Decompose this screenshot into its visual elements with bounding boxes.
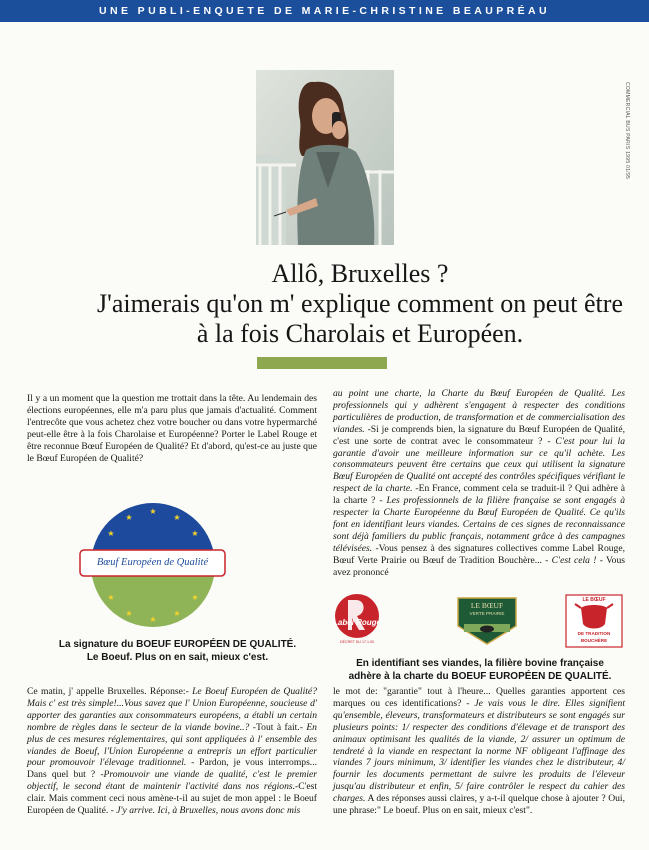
caption-right (330, 657, 630, 683)
colC-f: -Promouvoir une viande de qualité, c'est le premier objectif, le second étant de maintenir l'activité dans nos régions. (27, 769, 317, 793)
colC-h: - J'y arrive. Ici, à Bruxelles, nous avons donc mis (108, 805, 301, 817)
svg-text:★: ★ (173, 609, 181, 618)
colB-a: au point une charte, la Charte du Bœuf Européen de Qualité. Les professionnels qui y adhèrent s'engagent à respecter des conditions particulières de production, de transformation et de commercialisation des viandes. (333, 388, 625, 435)
boeuf-europeen-logo (75, 500, 230, 630)
svg-text:★: ★ (107, 593, 115, 602)
verte-prairie-text-1: LE BŒUF (470, 601, 504, 610)
right-column-upper (333, 388, 625, 579)
colB-d: -En France, comment cela se traduit-il ? Qui adhère à la charte ? (333, 483, 626, 507)
svg-text:★: ★ (191, 593, 199, 602)
colC-c: -Tout à fait. (249, 721, 300, 733)
headline-line-1: Allô, Bruxelles ? (271, 259, 449, 288)
svg-text:★: ★ (191, 529, 199, 538)
label-rouge-decree: DÉCRET DU 17.1.93 (340, 640, 374, 644)
quality-labels (330, 592, 630, 654)
colB-c: - C'est pour lui la garantie d'avoir une meilleure information sur ce qu'il achète. Les consommateurs peuvent être certains que ceux qui utilisent la signature Bœuf Européen de Qualité ont accepté des contrôles spécifiques vérifiant le respect de la charte. (333, 435, 625, 495)
green-divider-bar (257, 357, 387, 369)
caption-right-line-2: adhère à la charte du BOEUF EUROPÉEN DE QUALITÉ. (348, 671, 612, 682)
colD-a: le mot de: "garantie" tout à l'heure... Quelles garanties apportent ces marques ou ces identifications? (333, 686, 625, 709)
colC-d: - En plus de ces mesures réglementaires, qui sont appliquées à l' ensemble des viandes de Boeuf, l'Union Européenne a entrepris un effort particulier pour promouvoir l'élevage traditionnel. (27, 721, 317, 769)
colC-a: Ce matin, j' appelle Bruxelles. Réponse: (27, 686, 186, 697)
colB-g: - C'est cela ! (545, 554, 597, 566)
tradition-text-2: DE TRADITION (577, 631, 611, 636)
svg-text:★: ★ (149, 615, 157, 624)
svg-text:★: ★ (173, 513, 181, 522)
caption-left-line-2: Le Boeuf. Plus on en sait, mieux c'est. (86, 652, 269, 663)
colD-b: - Je vais vous le dire. Elles signifient qu'ensemble, éleveurs, transformateurs et distributeurs se sont engagés sur plusieurs points: 1/ respecter des conditions d'élevage et de transport des animaux optimisant les qualités de la viande, 2/ assurer un optimum de tendreté à la viande en respectant la norme NF obligeant l'affinage des viandes 7 jours minimum, 3/ identifier les viandes chez le distributeur, 4/ fournir les documents permettant de suivre les produits de l'éleveur jusqu'au distributeur et enfin, 5/ faire contrôler le respect du cahier des charges. (333, 697, 625, 805)
headline (97, 259, 623, 349)
logo-text: Bœuf Européen de Qualité (96, 557, 209, 568)
colC-b: - Le Boeuf Européen de Qualité? Mais c' est très simple!...Vous savez que l' Union Européenne, soucieuse d' apporter des garanties aux consommateurs européens, a établi un certain nombre de règles dans le secteur de la viande bovine..? (27, 686, 317, 733)
colC-e: - Pardon, je vous interromps... Dans quel but ? (27, 757, 318, 781)
colB-b: -Si je comprends bien, la signature du Bœuf Européen de Qualité, c'est une sorte de contrat avec le consommateur ? (333, 423, 625, 447)
svg-text:★: ★ (125, 609, 133, 618)
caption-left-line-1: La signature du BOEUF EUROPÉEN DE QUALITÉ. (58, 639, 297, 650)
verte-prairie-logo (456, 596, 518, 646)
colC-g: -C'est clair. Mais comment ceci nous amène-t-il au sujet de mon appel : le Boeuf Européen de Qualité. (27, 781, 317, 817)
colB-f: -Vous pensez à des signatures collectives comme Label Rouge, Bœuf Verte Prairie ou Bœuf de Tradition Bouchère... (333, 542, 625, 566)
svg-text:★: ★ (107, 529, 115, 538)
headline-line-2: J'aimerais qu'on m' explique comment on peut être (97, 289, 623, 318)
colD-c: A des réponses aussi claires, y a-t-il quelque chose à ajouter ? Oui, une phrase:" Le boeuf. Plus on en sait, mieux c'est". (333, 793, 625, 817)
colB-e: - Les professionnels de la filière française se sont engagés à respecter la Charte Européenne du Bœuf Européen de Qualité. Ce qu'ils font en identifiant leurs viandes. Certains de ces signes de reconnaissance sont déjà familiers du public français, notamment grâce à des campagnes télévisées. (333, 495, 626, 554)
header-banner: UNE PUBLI-ENQUETE DE MARIE-CHRISTINE BEAUPRÉAU (0, 0, 649, 22)
svg-text:★: ★ (149, 507, 157, 516)
svg-text:★: ★ (125, 513, 133, 522)
headline-line-3: à la fois Charolais et Européen. (196, 319, 524, 348)
tradition-bouchere-logo (565, 594, 623, 648)
label-rouge-text: Label Rouge (332, 618, 381, 627)
woman-on-phone-photo (256, 70, 394, 245)
verte-prairie-text-2: VERTE PRAIRIE (469, 611, 505, 616)
left-column-lower (27, 686, 317, 817)
tradition-text-3: BOUCHÈRE (580, 638, 608, 643)
intro-paragraph: Il y a un moment que la question me trottait dans la tête. Au lendemain des élections européennes, elle m'a paru plus que jamais d'actualité. Comment l'entrecôte que vous achetez chez votre boucher ou dans votre hypermarché peut-elle être à la fois Charolaise et Européenne? Porter le Label Rouge et être reconnue Bœuf Européen de Qualité? Et d'abord, qu'est-ce au juste que le Bœuf Européen de Qualité? (27, 393, 317, 464)
colB-h: - Vous avez prononcé (333, 554, 625, 578)
label-rouge-logo (332, 592, 382, 648)
caption-left (35, 638, 320, 664)
right-column-lower (333, 686, 625, 817)
side-credit: COMMERCIAL BUS PARIS 1995 01/95 (624, 82, 630, 180)
caption-right-line-1: En identifiant ses viandes, la filière bovine française (356, 658, 604, 669)
tradition-text-1: LE BŒUF (582, 597, 606, 603)
